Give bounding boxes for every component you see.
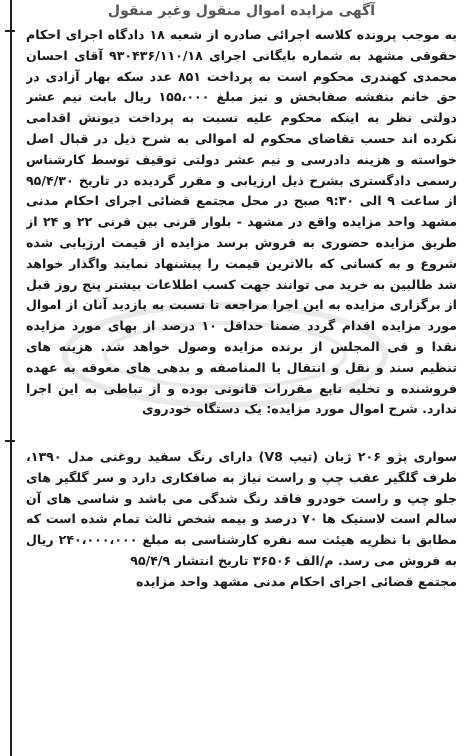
- notice-paragraph-1: به موجب پرونده کلاسه اجرائی صادره از شعبه ۱۸ دادگاه اجرای احکام حقوقی مشهد به شماره بایگانی اجرای ۹۳۰۴۳۶/۱۱۰/۱۸ آقای احسان محمدی کهندری محکوم است به پرداخت ۸۵۱ عدد سکه بهار آزادی در حق خانم بنفشه صفابخش و نیز مبلغ ۱۵۵،۰۰۰ ریال بابت نیم عشر دولتی نظر به اینکه محکوم علیه نسبت به پرداخت دیونش اقدامی نکرده اند حسب تقاضای محکوم له اموالی به شرح ذیل در قبال اصل خواسته و هزینه دادرسی و نیم عشر دولتی توقیف توسط کارشناس رسمی دادگستری بشرح ذیل ارزیابی و مقرر گردیده در تاریخ ۹۵/۴/۳۰ از ساعت ۹ الی ۹:۳۰ صبح در محل مجتمع قضائی اجرای احکام مدنی مشهد واحد مزایده واقع در مشهد - بلوار قرنی بین قرنی ۲۲ و ۲۴ از طریق مزایده حضوری به فروش برسد مزایده از قیمت ارزیابی شده شروع و به کسانی که بالاترین قیمت را پیشنهاد نمایند واگذار خواهد شد طالبین به خرید می توانند جهت کسب اطلاعات بیشتر پنج روز قبل از برگزاری مزایده به این اجرا مراجعه تا نسبت به بازدید آنان از اموال مورد مزایده اقدام گردد ضمنا حداقل ۱۰ درصد از بهای مورد مزایده نقدا و فی المجلس از برنده مزایده وصول خواهد شد. هزینه های تنظیم سند و نقل و انتقال یا المناصفه و بدهی های معوقه به عهده فروشنده و تخلیه تابع مقررات قانونی بوده و از تباطی به این اجرا ندارد. شرح اموال مورد مزایده: یک دستگاه خودروی: [26, 27, 457, 417]
- notice-title: آگهی مزایده اموال منقول وغیر منقول: [107, 3, 376, 19]
- notice-paragraph-2: [26, 447, 457, 677]
- margin-tick-middle: [5, 440, 15, 442]
- auction-notice: [26, 0, 457, 677]
- notice-paragraph-2-text: سواری پژو ۲۰۶ ژبان (تیپ V8) دارای رنگ سفید روغنی مدل ۱۳۹۰، طرف گلگیر عقب چپ و راست نیاز به صافکاری دارد و سر گلگیر های جلو چپ و راست خودرو فاقد رنگ شدگی می باشد و شاسی های آن سالم است لاستیک ها ۷۰ درصد و بیمه شخص ثالث تمام شده است که مطابق با نظریه هیئت سه نفره کارشناسی به مبلغ ۲۴۰،۰۰۰،۰۰۰ ریال به فروش می رسد. م/الف ۳۶۵۰۶ تاریخ انتشار ۹۵/۴/۹: [26, 449, 457, 568]
- page-margin-rule: [10, 0, 12, 756]
- notice-issuer: مجتمع قضائی اجرای احکام مدنی مشهد واحد مزایده: [136, 573, 457, 589]
- margin-tick-top: [5, 30, 15, 32]
